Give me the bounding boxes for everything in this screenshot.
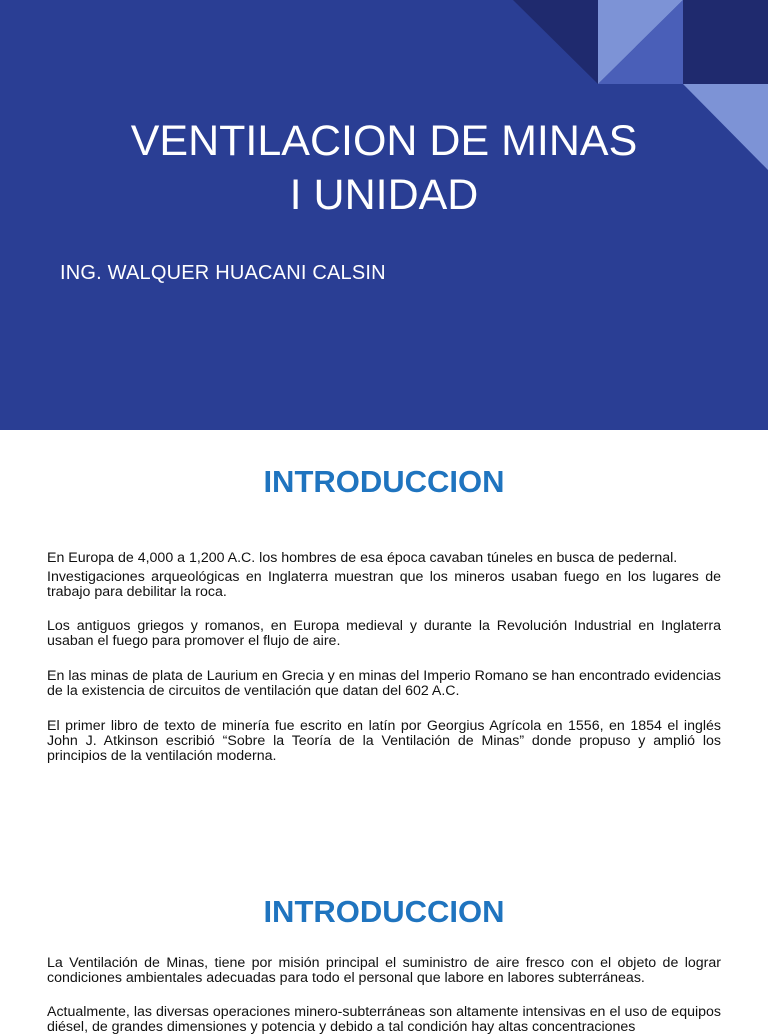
- paragraph-text: Investigaciones arqueológicas en Inglaterra muestran que los mineros usaban fuego en los lugares de trabajo para debilitar la roca.: [47, 568, 721, 600]
- title-line-1: VENTILACION DE MINAS: [130, 117, 638, 165]
- paragraph-current-operations: Actualmente, las diversas operaciones minero-subterráneas son altamente intensivas en el uso de equipos diésel, de grandes dimensiones y potencia y debido a tal condición hay altas concentraciones: [47, 1004, 721, 1035]
- deco-dark-triangle-left: [513, 0, 598, 84]
- paragraph-greeks-romans: Los antiguos griegos y romanos, en Europa medieval y durante la Revolución Industrial en Inglaterra usaban el fuego para promover el flujo de aire.: [47, 618, 721, 649]
- paragraph-europe: [47, 551, 721, 599]
- slide-heading: INTRODUCCION: [263, 464, 505, 499]
- author-name: ING. WALQUER HUACANI CALSIN: [60, 262, 386, 284]
- title-line-2: I UNIDAD: [289, 171, 479, 219]
- paragraph-mission: La Ventilación de Minas, tiene por misión principal el suministro de aire fresco con el objeto de lograr condiciones ambientales adecuadas para todo el personal que labore en labores subterráneas.: [47, 955, 721, 986]
- presentation-title: [0, 114, 768, 222]
- paragraph-first-book: El primer libro de texto de minería fue escrito en latín por Georgius Agrícola en 1556, en 1854 el inglés John J. Atkinson escribió “Sobre la Teoría de la Ventilación de Minas” donde propuso y amplió los principios de la ventilación moderna.: [47, 718, 721, 764]
- paragraph-laurium: En las minas de plata de Laurium en Grecia y en minas del Imperio Romano se han encontrado evidencias de la existencia de circuitos de ventilación que datan del 602 A.C.: [47, 668, 721, 699]
- deco-dark-square: [683, 0, 768, 84]
- title-slide: [0, 0, 768, 430]
- intro-slide: [0, 430, 768, 860]
- paragraph-line: En Europa de 4,000 a 1,200 A.C. los hombres de esa época cavaban túneles en busca de pedernal.: [47, 550, 678, 566]
- intro-slide-2: [0, 860, 768, 1035]
- slide-heading: INTRODUCCION: [263, 894, 505, 929]
